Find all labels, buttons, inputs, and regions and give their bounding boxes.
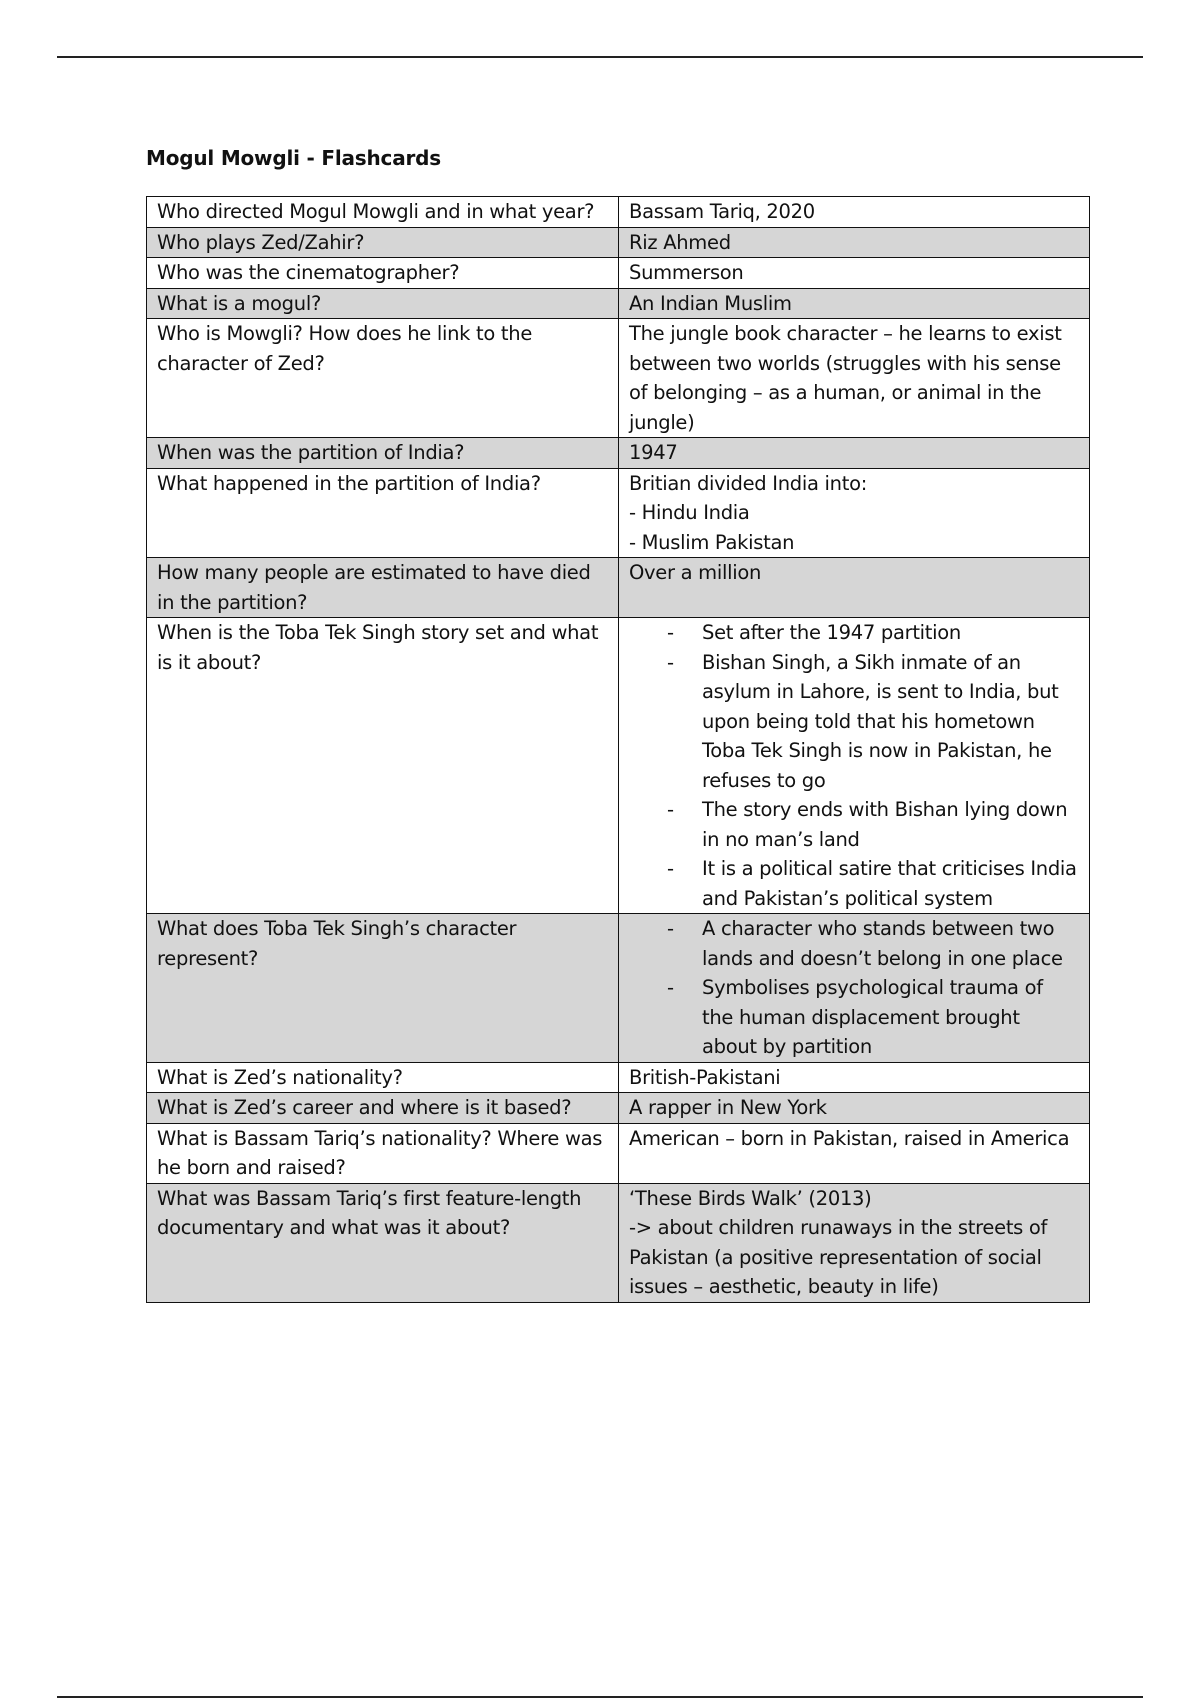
question-cell: Who plays Zed/Zahir?	[147, 227, 619, 258]
answer-cell: British-Pakistani	[619, 1062, 1090, 1093]
answer-line: -> about children runaways in the streets of Pakistan (a positive representation of social issues – aesthetic, beauty in life)	[629, 1216, 1048, 1298]
table-row	[147, 288, 1090, 319]
answer-cell: Riz Ahmed	[619, 227, 1090, 258]
answer-cell: The jungle book character – he learns to exist between two worlds (struggles with his sense of belonging – as a human, or animal in the jungle)	[619, 319, 1090, 438]
question-cell: What is a mogul?	[147, 288, 619, 319]
table-row	[147, 914, 1090, 1063]
table-row	[147, 1183, 1090, 1302]
table-row	[147, 438, 1090, 469]
answer-bullet: - It is a political satire that criticises India and Pakistan’s political system	[629, 854, 1079, 913]
table-row	[147, 319, 1090, 438]
answer-line: - Hindu India	[629, 501, 750, 524]
question-cell: What was Bassam Tariq’s first feature-length documentary and what was it about?	[147, 1183, 619, 1302]
answer-cell	[619, 1183, 1090, 1302]
question-cell: Who was the cinematographer?	[147, 258, 619, 289]
question-cell: Who is Mowgli? How does he link to the character of Zed?	[147, 319, 619, 438]
answer-cell	[619, 468, 1090, 558]
answer-bullet-list	[629, 618, 1079, 913]
table-row	[147, 468, 1090, 558]
table-row	[147, 227, 1090, 258]
answer-line: - Muslim Pakistan	[629, 530, 795, 554]
answer-bullet: - Bishan Singh, a Sikh inmate of an asylum in Lahore, is sent to India, but upon being told that his hometown Toba Tek Singh is now in Pakistan, he refuses to go	[629, 648, 1079, 796]
answer-cell: A rapper in New York	[619, 1093, 1090, 1124]
table-row	[147, 1093, 1090, 1124]
question-cell: What is Zed’s nationality?	[147, 1062, 619, 1093]
answer-cell: Bassam Tariq, 2020	[619, 197, 1090, 228]
answer-line: Britian divided India into:	[629, 471, 867, 495]
table-row	[147, 258, 1090, 289]
answer-cell: An Indian Muslim	[619, 288, 1090, 319]
table-row	[147, 618, 1090, 914]
question-cell: When was the partition of India?	[147, 438, 619, 469]
table-row	[147, 558, 1090, 618]
question-cell: When is the Toba Tek Singh story set and what is it about?	[147, 618, 619, 914]
answer-cell	[619, 618, 1090, 914]
answer-cell: Over a million	[619, 558, 1090, 618]
answer-line: ‘These Birds Walk’ (2013)	[629, 1186, 872, 1210]
answer-bullet: - Set after the 1947 partition	[629, 618, 1079, 648]
page-title: Mogul Mowgli - Flashcards	[146, 146, 441, 170]
question-cell: What is Zed’s career and where is it based?	[147, 1093, 619, 1124]
answer-cell: Summerson	[619, 258, 1090, 289]
answer-cell: 1947	[619, 438, 1090, 469]
header-rule	[57, 56, 1143, 58]
question-cell: What is Bassam Tariq’s nationality? Where was he born and raised?	[147, 1123, 619, 1183]
answer-cell: American – born in Pakistan, raised in America	[619, 1123, 1090, 1183]
answer-bullet: - Symbolises psychological trauma of the human displacement brought about by partition	[629, 973, 1079, 1062]
answer-cell	[619, 914, 1090, 1063]
question-cell: Who directed Mogul Mowgli and in what year?	[147, 197, 619, 228]
answer-bullet: - A character who stands between two lands and doesn’t belong in one place	[629, 914, 1079, 973]
footer-rule	[57, 1696, 1143, 1698]
table-row	[147, 1062, 1090, 1093]
question-cell: What does Toba Tek Singh’s character represent?	[147, 914, 619, 1063]
question-cell: What happened in the partition of India?	[147, 468, 619, 558]
table-row	[147, 1123, 1090, 1183]
flashcard-table	[146, 196, 1090, 1303]
answer-bullet: - The story ends with Bishan lying down in no man’s land	[629, 795, 1079, 854]
table-row	[147, 197, 1090, 228]
answer-bullet-list	[629, 914, 1079, 1062]
question-cell: How many people are estimated to have died in the partition?	[147, 558, 619, 618]
